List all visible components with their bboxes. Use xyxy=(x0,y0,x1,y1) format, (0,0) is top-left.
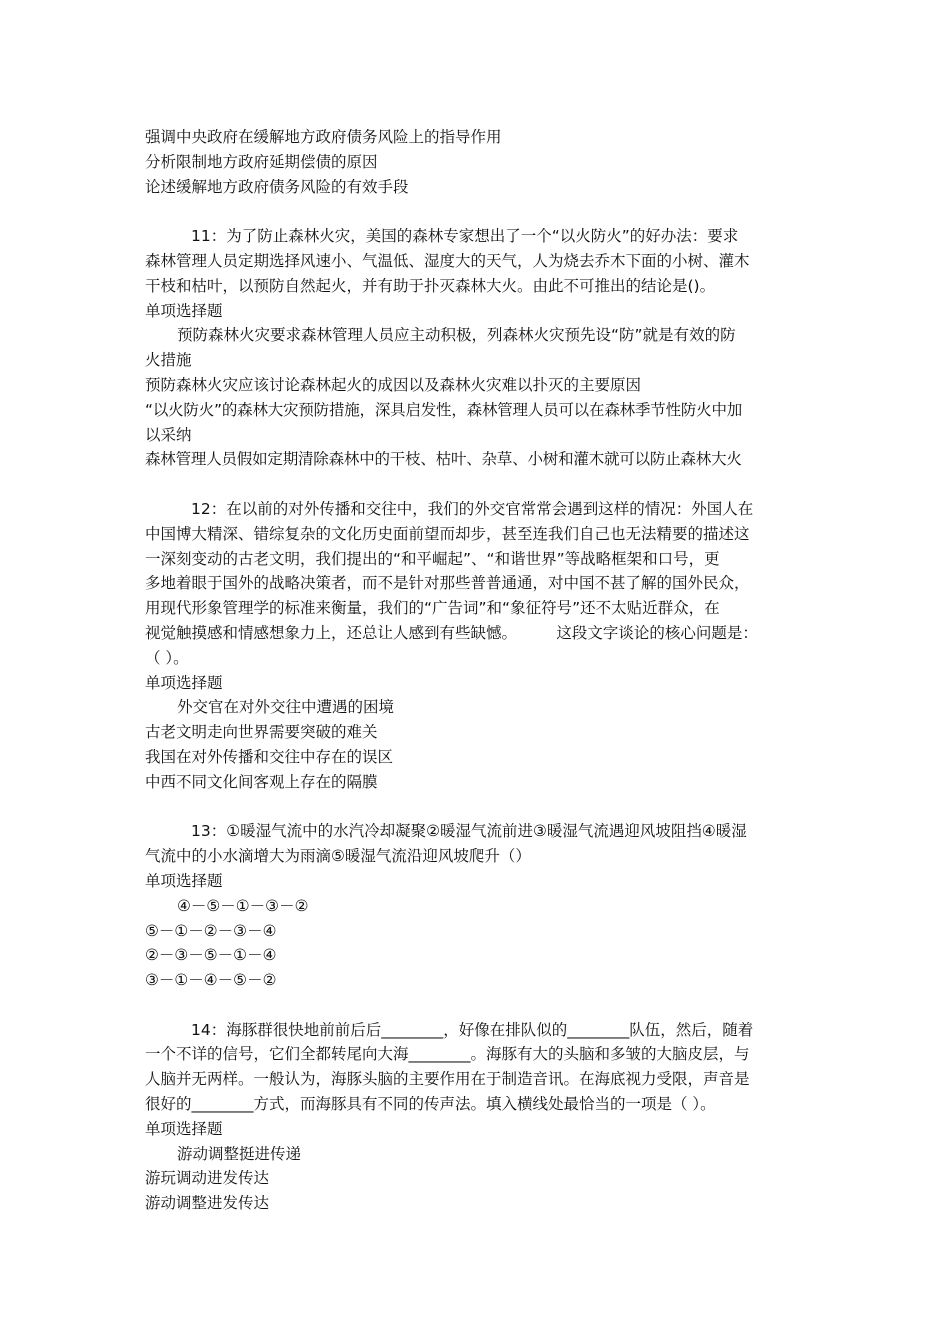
question-stem-line: 11：为了防止森林火灾，美国的森林专家想出了一个“以火防火”的好办法：要求 xyxy=(191,227,739,246)
question-type: 单项选择题 xyxy=(145,673,223,692)
question-stem-line: 中国博大精深、错综复杂的文化历史面前望而却步，甚至连我们自己也无法精要的描述这 xyxy=(145,524,750,543)
question-stem-line: 森林管理人员定期选择风速小、气温低、湿度大的天气，人为烧去乔木下面的小树、灌木 xyxy=(145,251,750,270)
question-stem-line: 用现代形象管理学的标准来衡量，我们的“广告词”和“象征符号”还不太贴近群众，在 xyxy=(145,599,720,618)
question-stem-line: 很好的________方式，而海豚具有不同的传声法。填入横线处最恰当的一项是（ ）。 xyxy=(145,1095,716,1114)
option-line: ③－①－④－⑤－② xyxy=(145,971,277,990)
question-stem-line: 14：海豚群很快地前前后后________，好像在排队似的________队伍，然后，随着 xyxy=(191,1020,754,1039)
option-line: 森林管理人员假如定期清除森林中的干枝、枯叶、杂草、小树和灌木就可以防止森林大火 xyxy=(145,450,742,469)
question-stem-line: 一深刻变动的古老文明，我们提出的“和平崛起”、“和谐世界”等战略框架和口号，更 xyxy=(145,549,720,568)
question-12 xyxy=(145,497,810,795)
option-line: 论述缓解地方政府债务风险的有效手段 xyxy=(145,177,409,196)
question-stem-line: 视觉触摸感和情感想象力上，还总让人感到有些缺憾。 这段文字谈论的核心问题是： xyxy=(145,623,758,642)
question-type: 单项选择题 xyxy=(145,871,223,890)
option-line: 预防森林火灾要求森林管理人员应主动积极，列森林火灾预先设“防”就是有效的防 xyxy=(177,326,736,345)
option-line: 强调中央政府在缓解地方政府债务风险上的指导作用 xyxy=(145,128,502,146)
option-line: 外交官在对外交往中遭遇的困境 xyxy=(177,698,395,717)
option-line: “以火防火”的森林大灾预防措施，深具启发性，森林管理人员可以在森林季节性防火中加 xyxy=(145,400,743,419)
question-stem-line: 12：在以前的对外传播和交往中，我们的外交官常常会遇到这样的情况：外国人在 xyxy=(191,499,754,518)
option-line: ②－③－⑤－①－④ xyxy=(145,946,277,965)
option-line: 游动调整挺进传递 xyxy=(177,1144,302,1163)
question-stem-line: 气流中的小水滴增大为雨滴⑤暖湿气流沿迎风坡爬升（） xyxy=(145,847,531,866)
question-type: 单项选择题 xyxy=(145,301,223,320)
option-line: 分析限制地方政府延期偿债的原因 xyxy=(145,152,378,171)
question-stem-line: 多地着眼于国外的战略决策者，而不是针对那些普普通通，对中国不甚了解的国外民众， xyxy=(145,574,750,593)
option-line: 我国在对外传播和交往中存在的误区 xyxy=(145,747,394,766)
option-line: 游玩调动进发传达 xyxy=(145,1169,270,1188)
question-stem-line: 一个不详的信号，它们全都转尾向大海________。海豚有大的头脑和多皱的大脑皮层，与 xyxy=(145,1045,750,1064)
document-page xyxy=(145,125,810,1216)
question-11 xyxy=(145,224,810,472)
option-line: ⑤－①－②－③－④ xyxy=(145,921,277,940)
option-line: 中西不同文化间客观上存在的隔膜 xyxy=(145,772,378,791)
option-line: 预防森林火灾应该讨论森林起火的成因以及森林火灾难以扑灭的主要原因 xyxy=(145,375,642,394)
question-stem-line: 13：①暖湿气流中的水汽冷却凝聚②暖湿气流前进③暖湿气流遇迎风坡阻挡④暖湿 xyxy=(191,822,747,841)
question-type: 单项选择题 xyxy=(145,1119,223,1138)
option-line: 以采纳 xyxy=(145,425,192,444)
option-line: 火措施 xyxy=(145,351,192,370)
option-line: 游动调整进发传达 xyxy=(145,1194,270,1213)
question-stem-line: 人脑并无两样。一般认为，海豚头脑的主要作用在于制造音讯。在海底视力受限，声音是 xyxy=(145,1070,750,1089)
option-line: ④－⑤－①－③－② xyxy=(177,896,309,915)
question-14 xyxy=(145,1018,810,1216)
question-stem-line: 干枝和枯叶，以预防自然起火，并有助于扑灭森林大火。由此不可推出的结论是()。 xyxy=(145,276,716,295)
option-line: 古老文明走向世界需要突破的难关 xyxy=(145,723,378,742)
question-stem-line: （ ）。 xyxy=(145,648,189,667)
previous-question-options xyxy=(145,125,810,199)
question-13 xyxy=(145,819,810,993)
